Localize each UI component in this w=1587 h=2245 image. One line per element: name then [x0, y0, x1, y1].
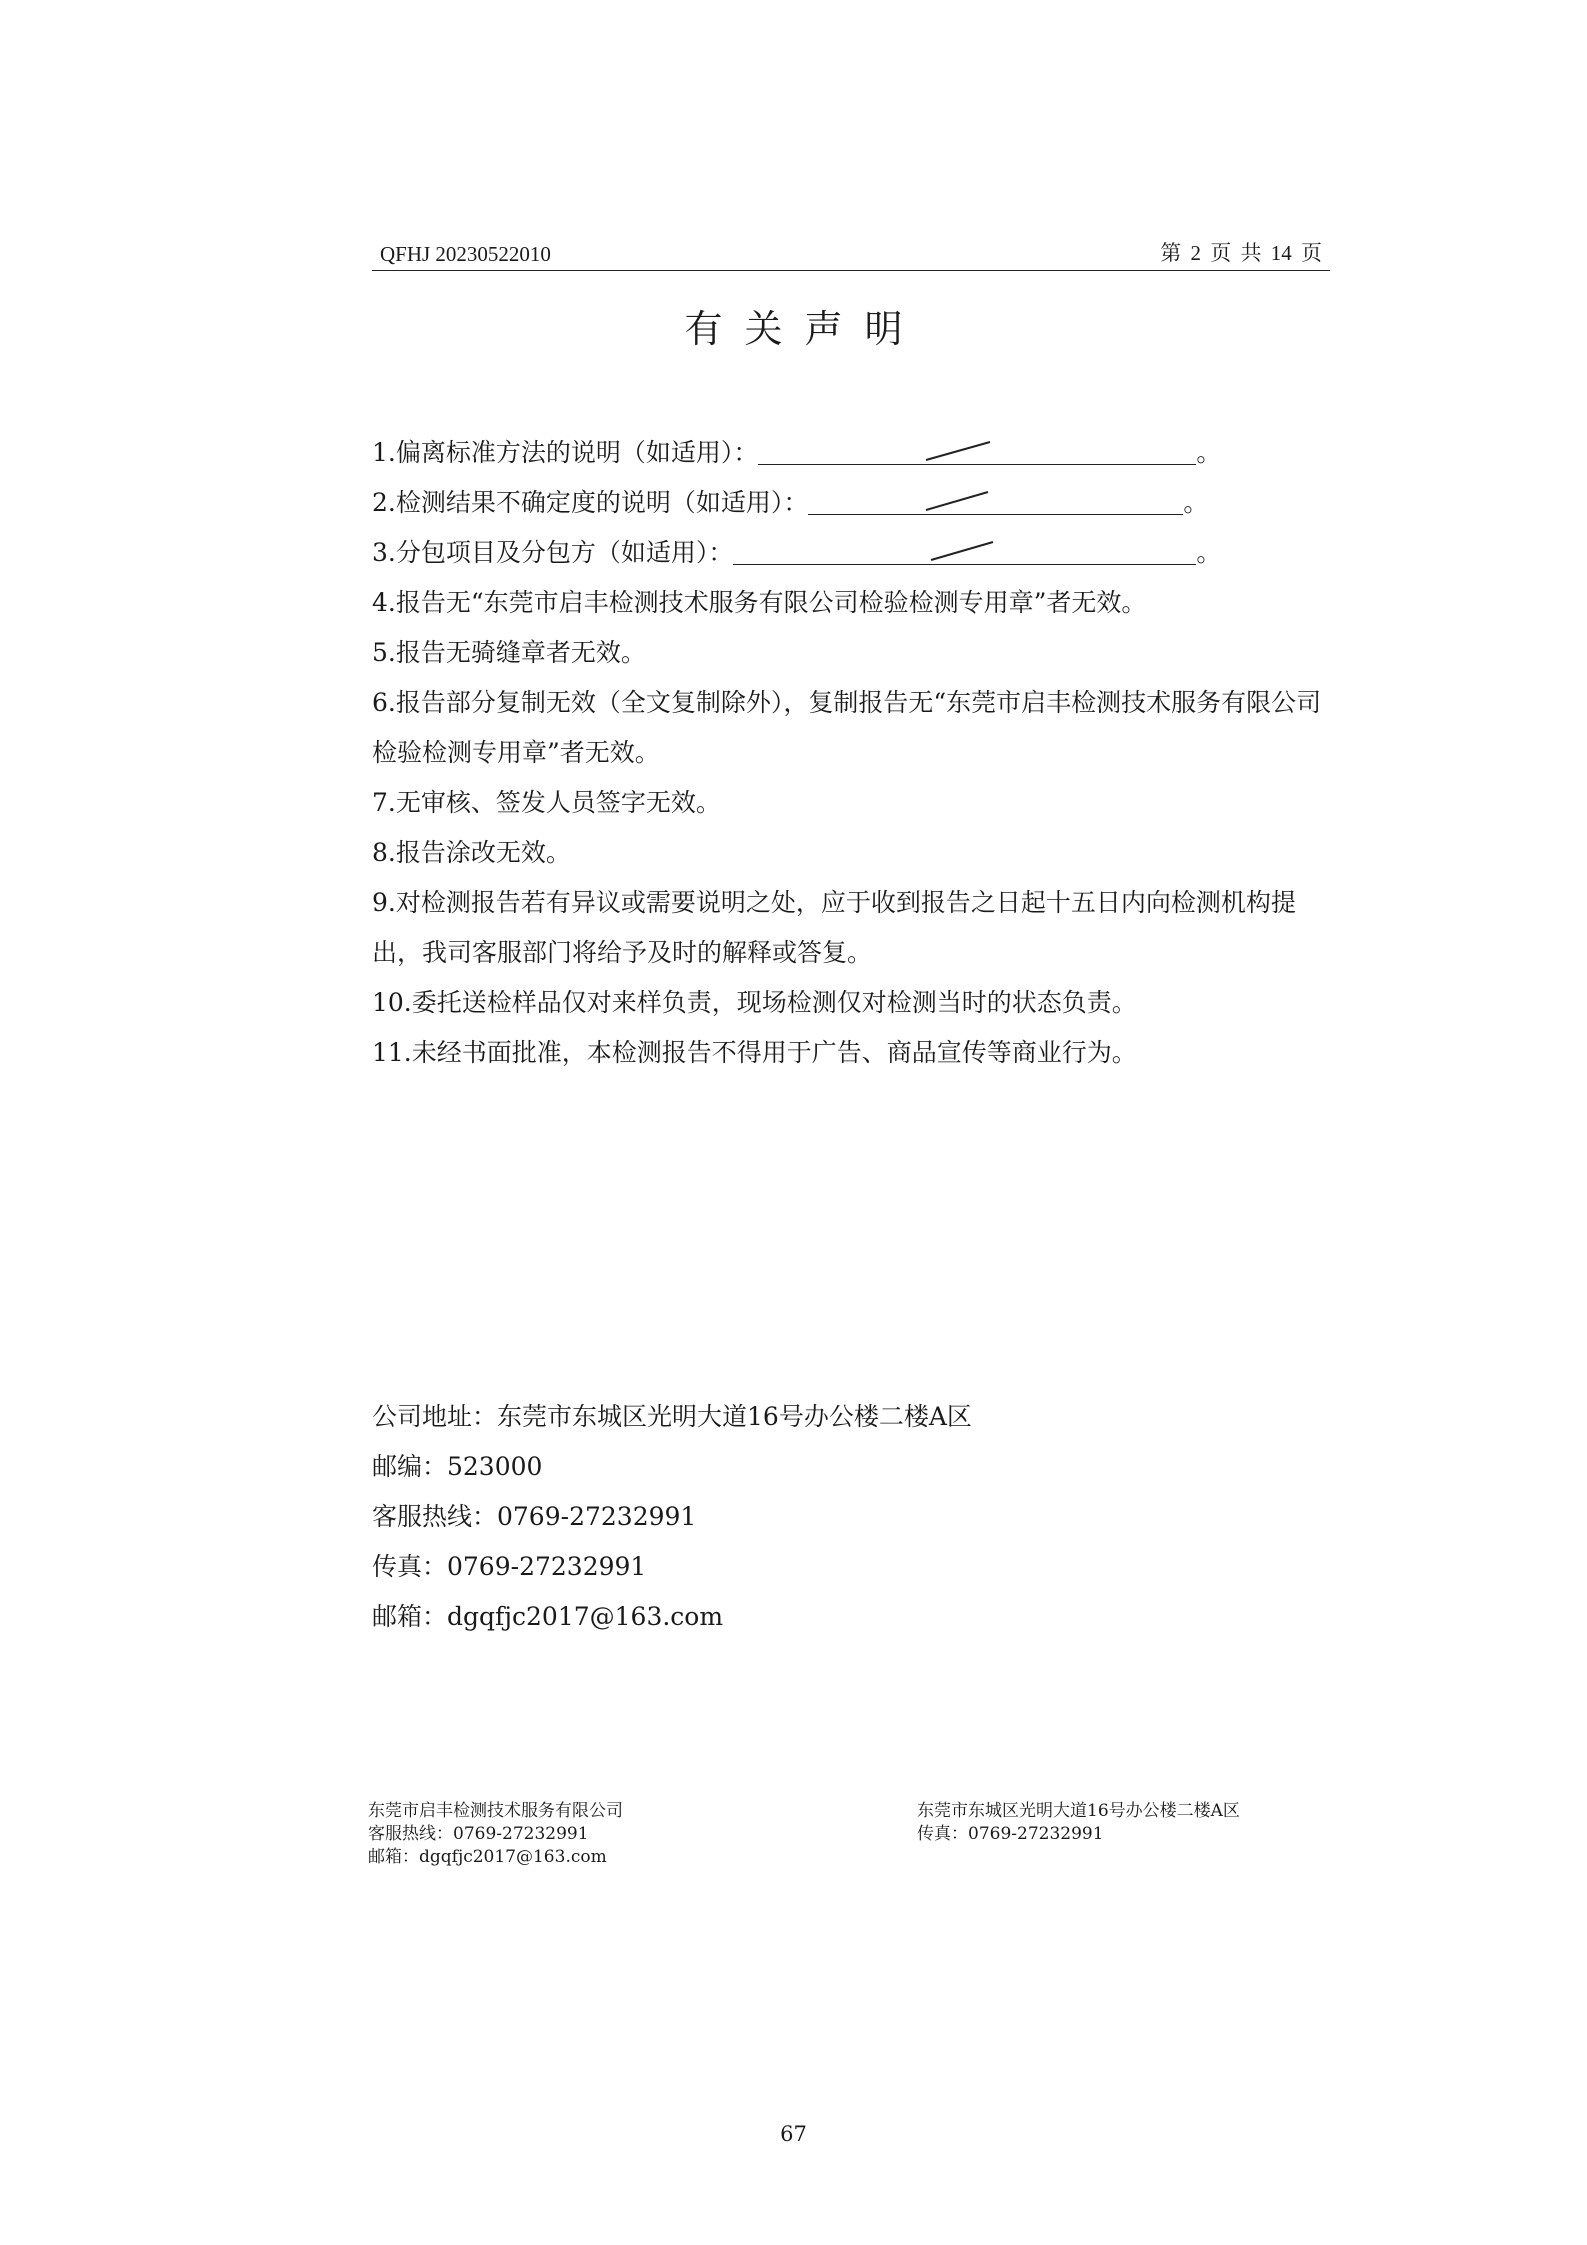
strike-mark-3: [733, 536, 1196, 564]
page-info: 第 2 页 共 14 页: [1160, 241, 1322, 265]
statement-9: 9.对检测报告若有异议或需要说明之处，应于收到报告之日起十五日内向检测机构提出，我司客服部门将给予及时的解释或答复。: [372, 888, 1296, 967]
blank-line-2: [808, 486, 1183, 515]
statement-2-text: 2.检测结果不确定度的说明（如适用）：: [372, 488, 809, 517]
statement-1-text: 1.偏离标准方法的说明（如适用）：: [372, 438, 759, 467]
statement-7: 7.无审核、签发人员签字无效。: [372, 788, 721, 817]
statement-1-end: 。: [1196, 438, 1222, 467]
page-number: 67: [780, 2122, 807, 2146]
footer-fax: 传真：0769-27232991: [917, 1824, 1104, 1844]
footer-left: [368, 1800, 623, 1869]
footer-company: 东莞市启丰检测技术服务有限公司: [368, 1801, 623, 1821]
contact-hotline: 客服热线：0769-27232991: [372, 1502, 697, 1531]
statement-3-end: 。: [1196, 538, 1222, 567]
statement-4: 4.报告无“东莞市启丰检测技术服务有限公司检验检测专用章”者无效。: [372, 588, 1147, 617]
footer-right: [917, 1800, 1240, 1846]
statement-3-text: 3.分包项目及分包方（如适用）：: [372, 538, 734, 567]
statement-10: 10.委托送检样品仅对来样负责，现场检测仅对检测当时的状态负责。: [372, 988, 1137, 1017]
statement-8: 8.报告涂改无效。: [372, 838, 571, 867]
page-title: 有关声明: [684, 307, 925, 351]
contact-email: 邮箱：dgqfjc2017@163.com: [372, 1602, 724, 1631]
strike-mark-1: [758, 436, 1196, 464]
strike-mark-2: [808, 486, 1183, 514]
contact-fax: 传真：0769-27232991: [372, 1552, 647, 1581]
blank-line-1: [758, 436, 1196, 465]
statement-6: 6.报告部分复制无效（全文复制除外），复制报告无“东莞市启丰检测技术服务有限公司检验检测专用章”者无效。: [372, 688, 1322, 767]
statement-2-end: 。: [1183, 488, 1209, 517]
footer-address: 东莞市东城区光明大道16号办公楼二楼A区: [917, 1801, 1240, 1821]
statement-5: 5.报告无骑缝章者无效。: [372, 638, 646, 667]
statement-11: 11.未经书面批准，本检测报告不得用于广告、商品宣传等商业行为。: [372, 1038, 1137, 1067]
contact-postcode: 邮编：523000: [372, 1452, 543, 1481]
footer-email: 邮箱：dgqfjc2017@163.com: [368, 1847, 607, 1867]
statement-1: [372, 428, 1332, 478]
report-header: [372, 240, 1330, 271]
footer-hotline: 客服热线：0769-27232991: [368, 1824, 589, 1844]
blank-line-3: [733, 536, 1196, 565]
statement-3: [372, 528, 1332, 578]
statement-2: [372, 478, 1332, 528]
contact-address: 公司地址：东莞市东城区光明大道16号办公楼二楼A区: [372, 1402, 972, 1431]
report-number: QFHJ 20230522010: [380, 242, 551, 266]
